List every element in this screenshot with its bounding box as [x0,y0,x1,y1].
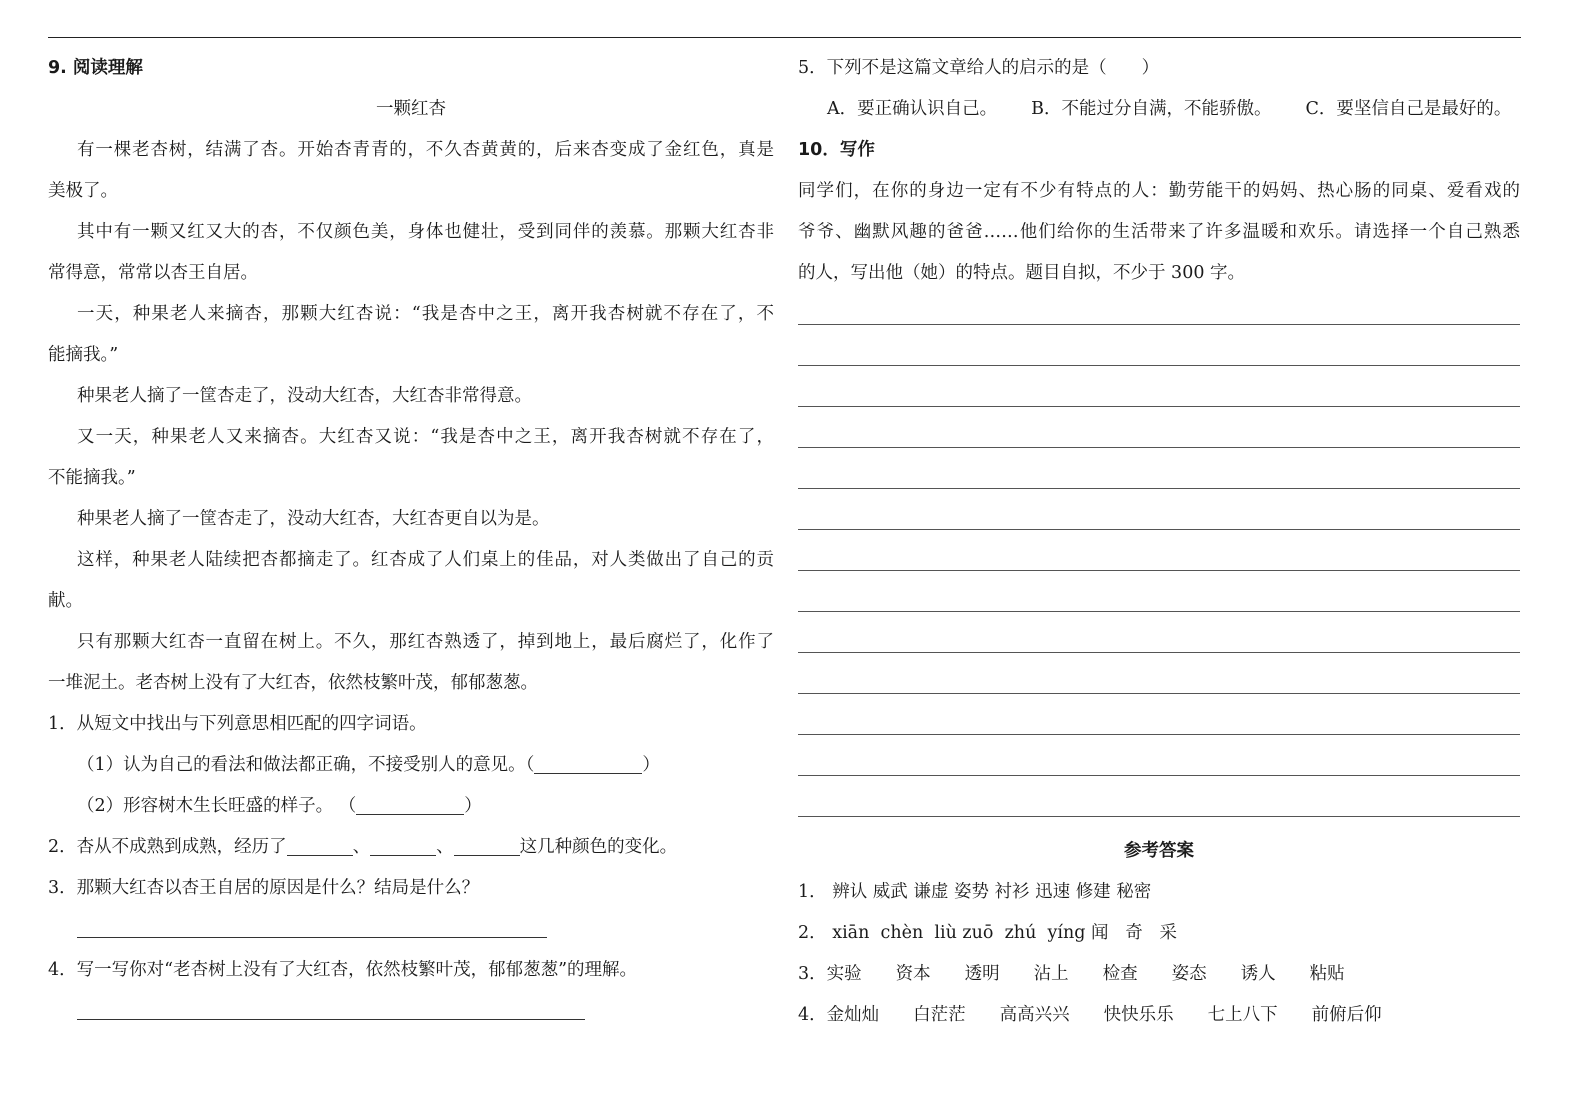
answer-blank[interactable] [370,833,436,856]
answer-word: liù zuō [934,923,994,943]
top-rule [48,37,1521,38]
answer-2 [798,913,1520,954]
story-paragraph: 能摘我。” [48,345,119,365]
answer-word: chèn [880,923,924,943]
answer-word: 辨认 [832,882,868,902]
question-1-2-close: ） [464,796,482,816]
writing-line [798,775,1520,776]
answer-blank[interactable] [356,792,464,815]
answer-word: 奇 [1125,923,1143,943]
answer-key [798,831,1520,1036]
separator: 、 [436,837,454,857]
story-paragraph: 献。 [48,591,83,611]
answer-word: xiān [832,923,870,943]
story-paragraph: 这样，种果老人陆续把杏都摘走了。红杏成了人们桌上的佳品，对人类做出了自己的贡 [77,550,774,570]
answer-word: 资本 [895,964,931,984]
answer-blank[interactable] [287,833,353,856]
question-2-text: 2．杏从不成熟到成熟，经历了 [48,837,287,857]
answer-word: 闻 [1091,923,1109,943]
answer-4 [798,995,1520,1036]
answer-word: 修建 [1075,882,1111,902]
answer-word: 金灿灿 [826,1005,880,1025]
answer-number: 3． [798,964,827,984]
question-1-2-text: （2）形容树木生长旺盛的样子。 （ [77,796,357,816]
writing-line [798,816,1520,817]
writing-prompt: 的人，写出他（她）的特点。题目自拟，不少于 300 字。 [798,263,1246,283]
story-paragraph: 常得意，常常以杏王自居。 [48,263,258,283]
answer-word: 姿态 [1171,964,1207,984]
writing-line [798,488,1520,489]
question-4-answer-area [48,991,774,1032]
right-column [798,48,1520,294]
answer-blank[interactable] [454,833,520,856]
answer-number: 1． [798,882,827,902]
option-c: C．要坚信自己是最好的。 [1305,99,1512,119]
question-4: 4．写一写你对“老杏树上没有了大红杏，依然枝繁叶茂，郁郁葱葱”的理解。 [48,960,638,980]
writing-line [798,734,1520,735]
answer-line[interactable] [77,997,585,1020]
story-paragraph: 只有那颗大红杏一直留在树上。不久，那红杏熟透了，掉到地上，最后腐烂了，化作了 [77,632,774,652]
answer-word: 迅速 [1035,882,1071,902]
section-10-heading: 10．写作 [798,140,875,160]
writing-line [798,611,1520,612]
answer-3 [798,954,1520,995]
answer-number: 4． [798,1005,827,1025]
story-paragraph: 种果老人摘了一筐杏走了，没动大红杏，大红杏更自以为是。 [77,509,550,529]
option-b: B．不能过分自满，不能骄傲。 [1031,99,1272,119]
answer-word: 快快乐乐 [1103,1005,1174,1025]
answer-word: 实验 [826,964,862,984]
question-1-1-close: ） [642,755,660,775]
question-2 [48,827,774,868]
writing-line [798,693,1520,694]
question-3-answer-area [48,909,774,950]
answer-word: 粘贴 [1309,964,1345,984]
writing-line [798,570,1520,571]
question-3: 3．那颗大红杏以杏王自居的原因是什么？结局是什么？ [48,878,480,898]
story-title: 一颗红杏 [376,99,446,119]
writing-line [798,652,1520,653]
answer-word: zhú [1004,923,1037,943]
answer-word: 透明 [964,964,1000,984]
answer-1 [798,872,1520,913]
left-column [48,48,774,1032]
answer-word: 白茫茫 [913,1005,966,1025]
story-paragraph: 其中有一颗又红又大的杏，不仅颜色美，身体也健壮，受到同伴的羡慕。那颗大红杏非 [77,222,774,242]
answer-word: 诱人 [1240,964,1276,984]
writing-line [798,529,1520,530]
question-1: 1．从短文中找出与下列意思相匹配的四字词语。 [48,714,427,734]
answer-word: 姿势 [953,882,989,902]
writing-line [798,324,1520,325]
answer-word: 沾上 [1033,964,1069,984]
separator: 、 [352,837,371,857]
answer-word: 检查 [1102,964,1138,984]
story-paragraph: 美极了。 [48,181,118,201]
answer-word: 谦虚 [913,882,949,902]
question-2-tail: 这几种颜色的变化。 [519,837,678,857]
answer-word: 采 [1159,923,1177,943]
answer-word: 威武 [872,882,908,902]
section-9-heading: 9. 阅读理解 [48,58,143,78]
writing-line [798,447,1520,448]
story-paragraph: 不能摘我。” [48,468,136,488]
answer-word: 高高兴兴 [999,1005,1070,1025]
writing-prompt: 爷爷、幽默风趣的爸爸……他们给你的生活带来了许多温暖和欢乐。请选择一个自己熟悉 [798,222,1520,242]
answer-word: 秘密 [1116,882,1152,902]
answer-word: 衬衫 [994,882,1030,902]
question-1-2 [48,786,774,827]
story-paragraph: 又一天，种果老人又来摘杏。大红杏又说：“我是杏中之王，离开我杏树就不存在了， [77,427,774,447]
story-paragraph: 种果老人摘了一筐杏走了，没动大红杏，大红杏非常得意。 [77,386,532,406]
question-5-options [798,89,1520,130]
writing-line [798,365,1520,366]
writing-line [798,406,1520,407]
answer-word: 前俯后仰 [1311,1005,1382,1025]
answer-line[interactable] [77,915,547,938]
answer-word: 七上八下 [1207,1005,1278,1025]
answer-blank[interactable] [534,751,642,774]
question-5: 5．下列不是这篇文章给人的启示的是（ ） [798,58,1160,78]
question-1-1-text: （1）认为自己的看法和做法都正确，不接受别人的意见。（ [77,755,535,775]
option-a: A．要正确认识自己。 [827,99,998,119]
answer-number: 2． [798,923,827,943]
story-paragraph: 有一棵老杏树，结满了杏。开始杏青青的，不久杏黄黄的，后来杏变成了金红色，真是 [77,140,774,160]
answer-word: yíng [1047,923,1086,943]
answers-title: 参考答案 [1124,841,1194,861]
story-paragraph: 一堆泥土。老杏树上没有了大红杏，依然枝繁叶茂，郁郁葱葱。 [48,673,538,693]
writing-prompt: 同学们，在你的身边一定有不少有特点的人：勤劳能干的妈妈、热心肠的同桌、爱看戏的 [798,181,1520,201]
question-1-1 [48,745,774,786]
story-paragraph: 一天，种果老人来摘杏，那颗大红杏说：“我是杏中之王，离开我杏树就不存在了，不 [77,304,774,324]
